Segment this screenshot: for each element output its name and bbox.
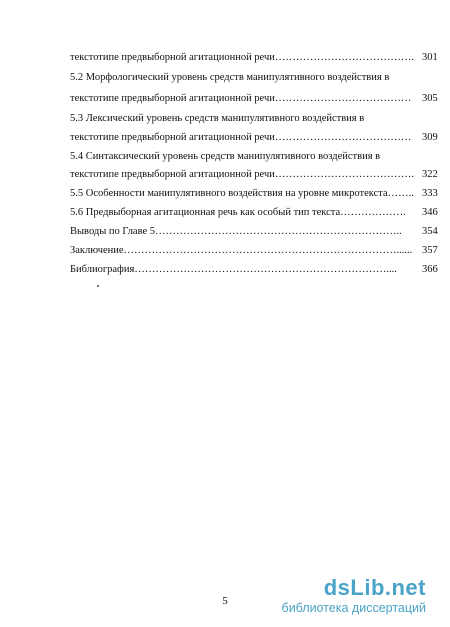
toc-entry-title: Выводы по Главе 5	[70, 226, 156, 237]
toc-entry-page: 333	[422, 188, 438, 199]
toc-entry-title: текстотипе предвыборной агитационной речи	[70, 93, 275, 104]
toc-entry	[70, 186, 438, 202]
toc-leader-dots: ……..	[387, 188, 414, 199]
page-number: 5	[222, 595, 228, 607]
toc-entry	[70, 50, 438, 66]
toc-entry-page: 322	[422, 169, 438, 180]
toc-entry	[70, 167, 438, 183]
toc-entry-page: 354	[422, 226, 438, 237]
toc-entry-title: Заключение	[70, 245, 124, 256]
toc-entry-title: 5.2 Морфологический уровень средств манипулятивного воздействия в	[70, 72, 390, 83]
toc-leader-dots: ……………….	[340, 207, 406, 218]
toc-entry	[70, 262, 438, 278]
toc-entry-page: 305	[422, 93, 438, 104]
toc-entry-title: 5.5 Особенности манипулятивного воздействия на уровне микротекста	[70, 188, 388, 199]
toc-entry-page: 366	[422, 264, 438, 275]
watermark-subtitle: библиотека диссертаций	[281, 601, 426, 615]
toc-leader-dots: ………………………………….	[274, 169, 414, 180]
toc-leader-dots: ………………………………….	[274, 52, 414, 63]
toc-entry	[70, 70, 389, 86]
toc-leader-dots: …………………………………	[274, 93, 412, 104]
toc-leader-dots: ……………………………………………………………..	[155, 226, 402, 237]
toc-leader-dots: ………………………………………………………………....	[134, 264, 397, 275]
toc-entry-title: 5.4 Синтаксический уровень средств манипулятивного воздействия в	[70, 151, 381, 162]
toc-entry-page: 346	[422, 207, 438, 218]
toc-leader-dots: …………………………………	[274, 132, 412, 143]
toc-entry	[70, 130, 438, 146]
toc-entry-page: 309	[422, 132, 438, 143]
watermark	[228, 575, 438, 619]
stray-dot	[97, 285, 99, 287]
toc-entry	[70, 149, 380, 165]
toc-entry-title: текстотипе предвыборной агитационной речи	[70, 132, 275, 143]
toc-entry-title: Библиография	[70, 264, 135, 275]
toc-entry-title: 5.6 Предвыборная агитационная речь как особый тип текста	[70, 207, 341, 218]
toc-entry	[70, 243, 438, 259]
toc-entry	[70, 111, 364, 127]
toc-entry-title: текстотипе предвыборной агитационной речи	[70, 52, 275, 63]
toc-entry-page: 301	[422, 52, 438, 63]
toc-entry-title: 5.3 Лексический уровень средств манипулятивного воздействия в	[70, 113, 365, 124]
toc-entry	[70, 224, 438, 240]
toc-entry	[70, 205, 438, 221]
toc-entry-title: текстотипе предвыборной агитационной речи	[70, 169, 275, 180]
toc-entry	[70, 91, 438, 107]
toc-leader-dots: ……………………………………………………………………......	[123, 245, 413, 256]
watermark-logo[interactable]: dsLib.net	[323, 575, 426, 600]
toc-entry-page: 357	[422, 245, 438, 256]
